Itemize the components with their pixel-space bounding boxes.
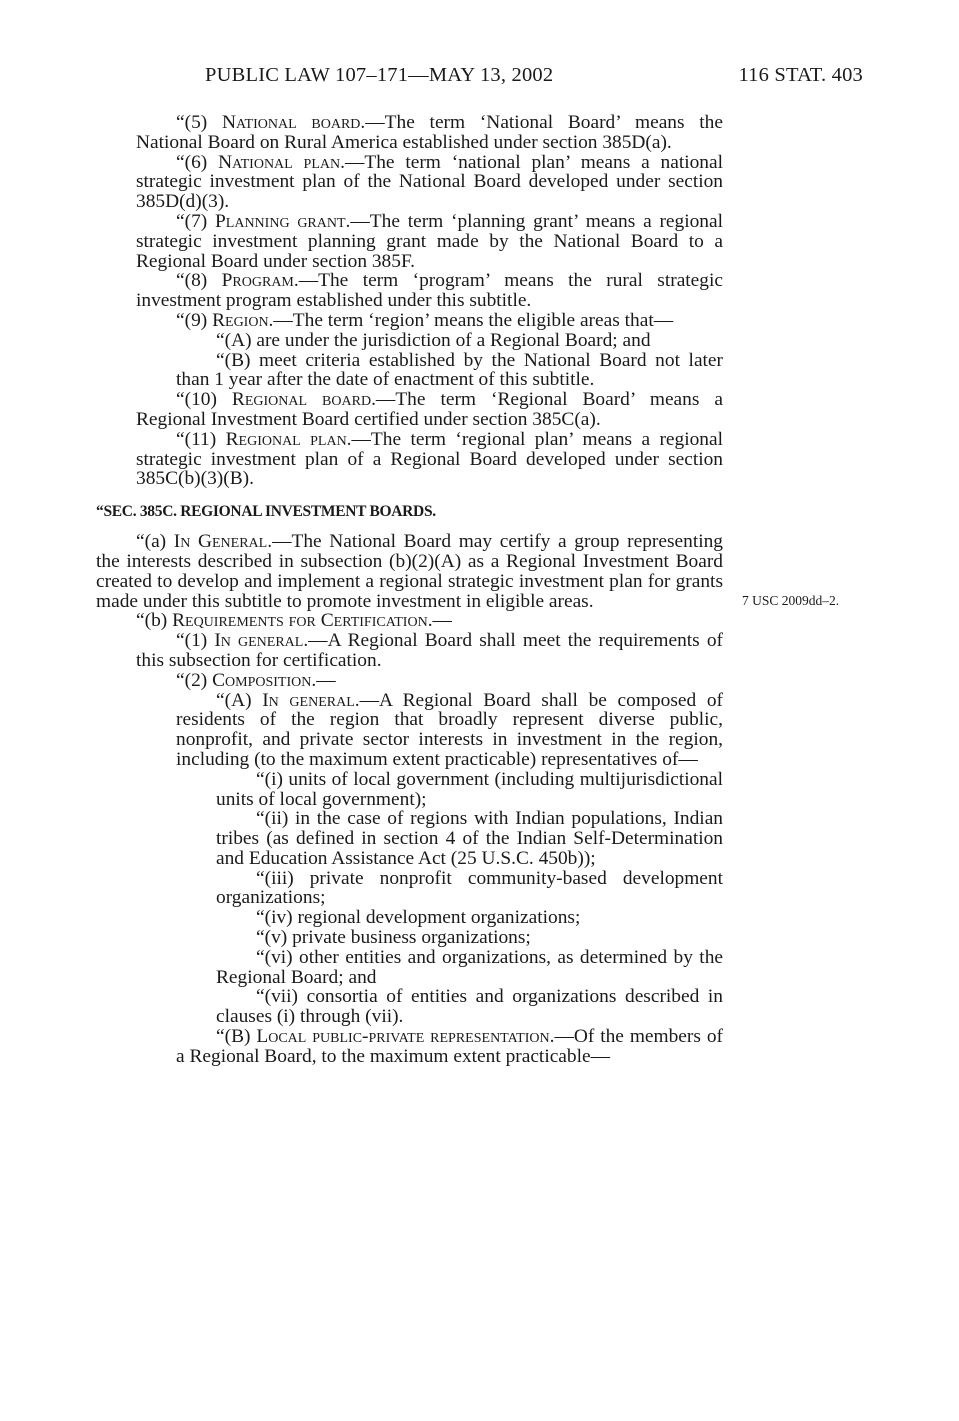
definition-5: “(5) National board.—The term ‘National Board’ means the National Board on Rural America established under section 385D(a).	[136, 112, 723, 153]
definition-heading: Region.	[212, 309, 274, 331]
subsection-b: “(b) Requirements for Certification.—	[136, 610, 452, 632]
subsection-heading: In General.	[173, 531, 273, 553]
region-subparagraph-a: “(A) are under the jurisdiction of a Regional Board; and	[216, 329, 651, 351]
page-header	[205, 64, 863, 94]
section-header	[96, 502, 723, 524]
subsection-a: “(a) In General.—The National Board may certify a group representing the interests described in subsection (b)(2)(A) as a Regional Investment Board created to develop and implement a regional strategic investment plan for grants made under this subtitle to promote investment in eligible areas.	[96, 531, 723, 612]
definition-heading: Planning grant.	[215, 210, 351, 232]
definition-6: “(6) National plan.—The term ‘national plan’ means a national strategic investment plan of the National Board developed under section 385D(d)(3).	[136, 151, 723, 213]
subparagraph-b-2-b: “(B) Local public-private representation.—Of the members of a Regional Board, to the maximum extent practicable—	[176, 1026, 723, 1067]
clause-ii: “(ii) in the case of regions with Indian populations, Indian tribes (as defined in section 4 of the Indian Self-Determination and Education Assistance Act (25 U.S.C. 450b));	[216, 808, 723, 869]
running-head: PUBLIC LAW 107–171—MAY 13, 2002	[205, 64, 554, 86]
clause-i: “(i) units of local government (including multijurisdictional units of local government);	[216, 768, 723, 810]
region-subparagraph-b: “(B) meet criteria established by the National Board not later than 1 year after the date of enactment of this subtitle.	[176, 349, 723, 391]
definition-7: “(7) Planning grant.—The term ‘planning grant’ means a regional strategic investment planning grant made by the National Board to a Regional Board under section 385F.	[136, 210, 723, 272]
definition-heading: Program.	[221, 270, 299, 292]
definition-heading: Regional board.	[231, 389, 376, 411]
subparagraph-b-2-a: “(A) In general.—A Regional Board shall be composed of residents of the region that broadly represent diverse public, nonprofit, and private sector interests in investment in the region, including (to the maximum extent practicable) representatives of—	[176, 689, 723, 770]
clause-iv: “(iv) regional development organizations;	[256, 907, 581, 929]
subsection-heading: Requirements for Certification.	[172, 610, 433, 632]
paragraph-heading: Composition.	[212, 669, 317, 691]
clause-list	[96, 770, 723, 1027]
definition-11: “(11) Regional plan.—The term ‘regional plan’ means a regional strategic investment plan of a Regional Board developed under section 385C(b)(3)(B).	[136, 428, 723, 490]
definition-heading: National board.	[221, 112, 366, 133]
section-heading: “SEC. 385C. REGIONAL INVESTMENT BOARDS.	[96, 503, 436, 521]
clause-v: “(v) private business organizations;	[256, 927, 531, 949]
clause-iii: “(iii) private nonprofit community-based development organizations;	[216, 867, 723, 909]
clause-vi: “(vi) other entities and organizations, as determined by the Regional Board; and	[216, 946, 723, 988]
section-body	[96, 532, 723, 1067]
page-body	[96, 112, 724, 1067]
definition-heading: Regional plan.	[225, 428, 352, 450]
definition-heading: National plan.	[218, 151, 345, 173]
definition-9: “(9) Region.—The term ‘region’ means the eligible areas that—	[176, 309, 674, 331]
paragraph-b-2: “(2) Composition.—	[176, 669, 336, 691]
paragraph-heading: In general.	[214, 630, 309, 652]
statutes-at-large-reference: 116 STAT. 403	[738, 64, 863, 86]
definition-8: “(8) Program.—The term ‘program’ means the rural strategic investment program established under this subtitle.	[136, 270, 723, 312]
subparagraph-heading: Local public-private representation.	[256, 1026, 555, 1048]
clause-vii: “(vii) consortia of entities and organizations described in clauses (i) through (vii).	[216, 986, 723, 1028]
subparagraph-heading: In general.	[262, 689, 360, 711]
paragraph-b-1: “(1) In general.—A Regional Board shall meet the requirements of this subsection for certification.	[136, 630, 723, 671]
definition-10: “(10) Regional board.—The term ‘Regional Board’ means a Regional Investment Board certified under section 385C(a).	[136, 389, 724, 430]
usc-marginal-note: 7 USC 2009dd–2.	[742, 593, 840, 608]
